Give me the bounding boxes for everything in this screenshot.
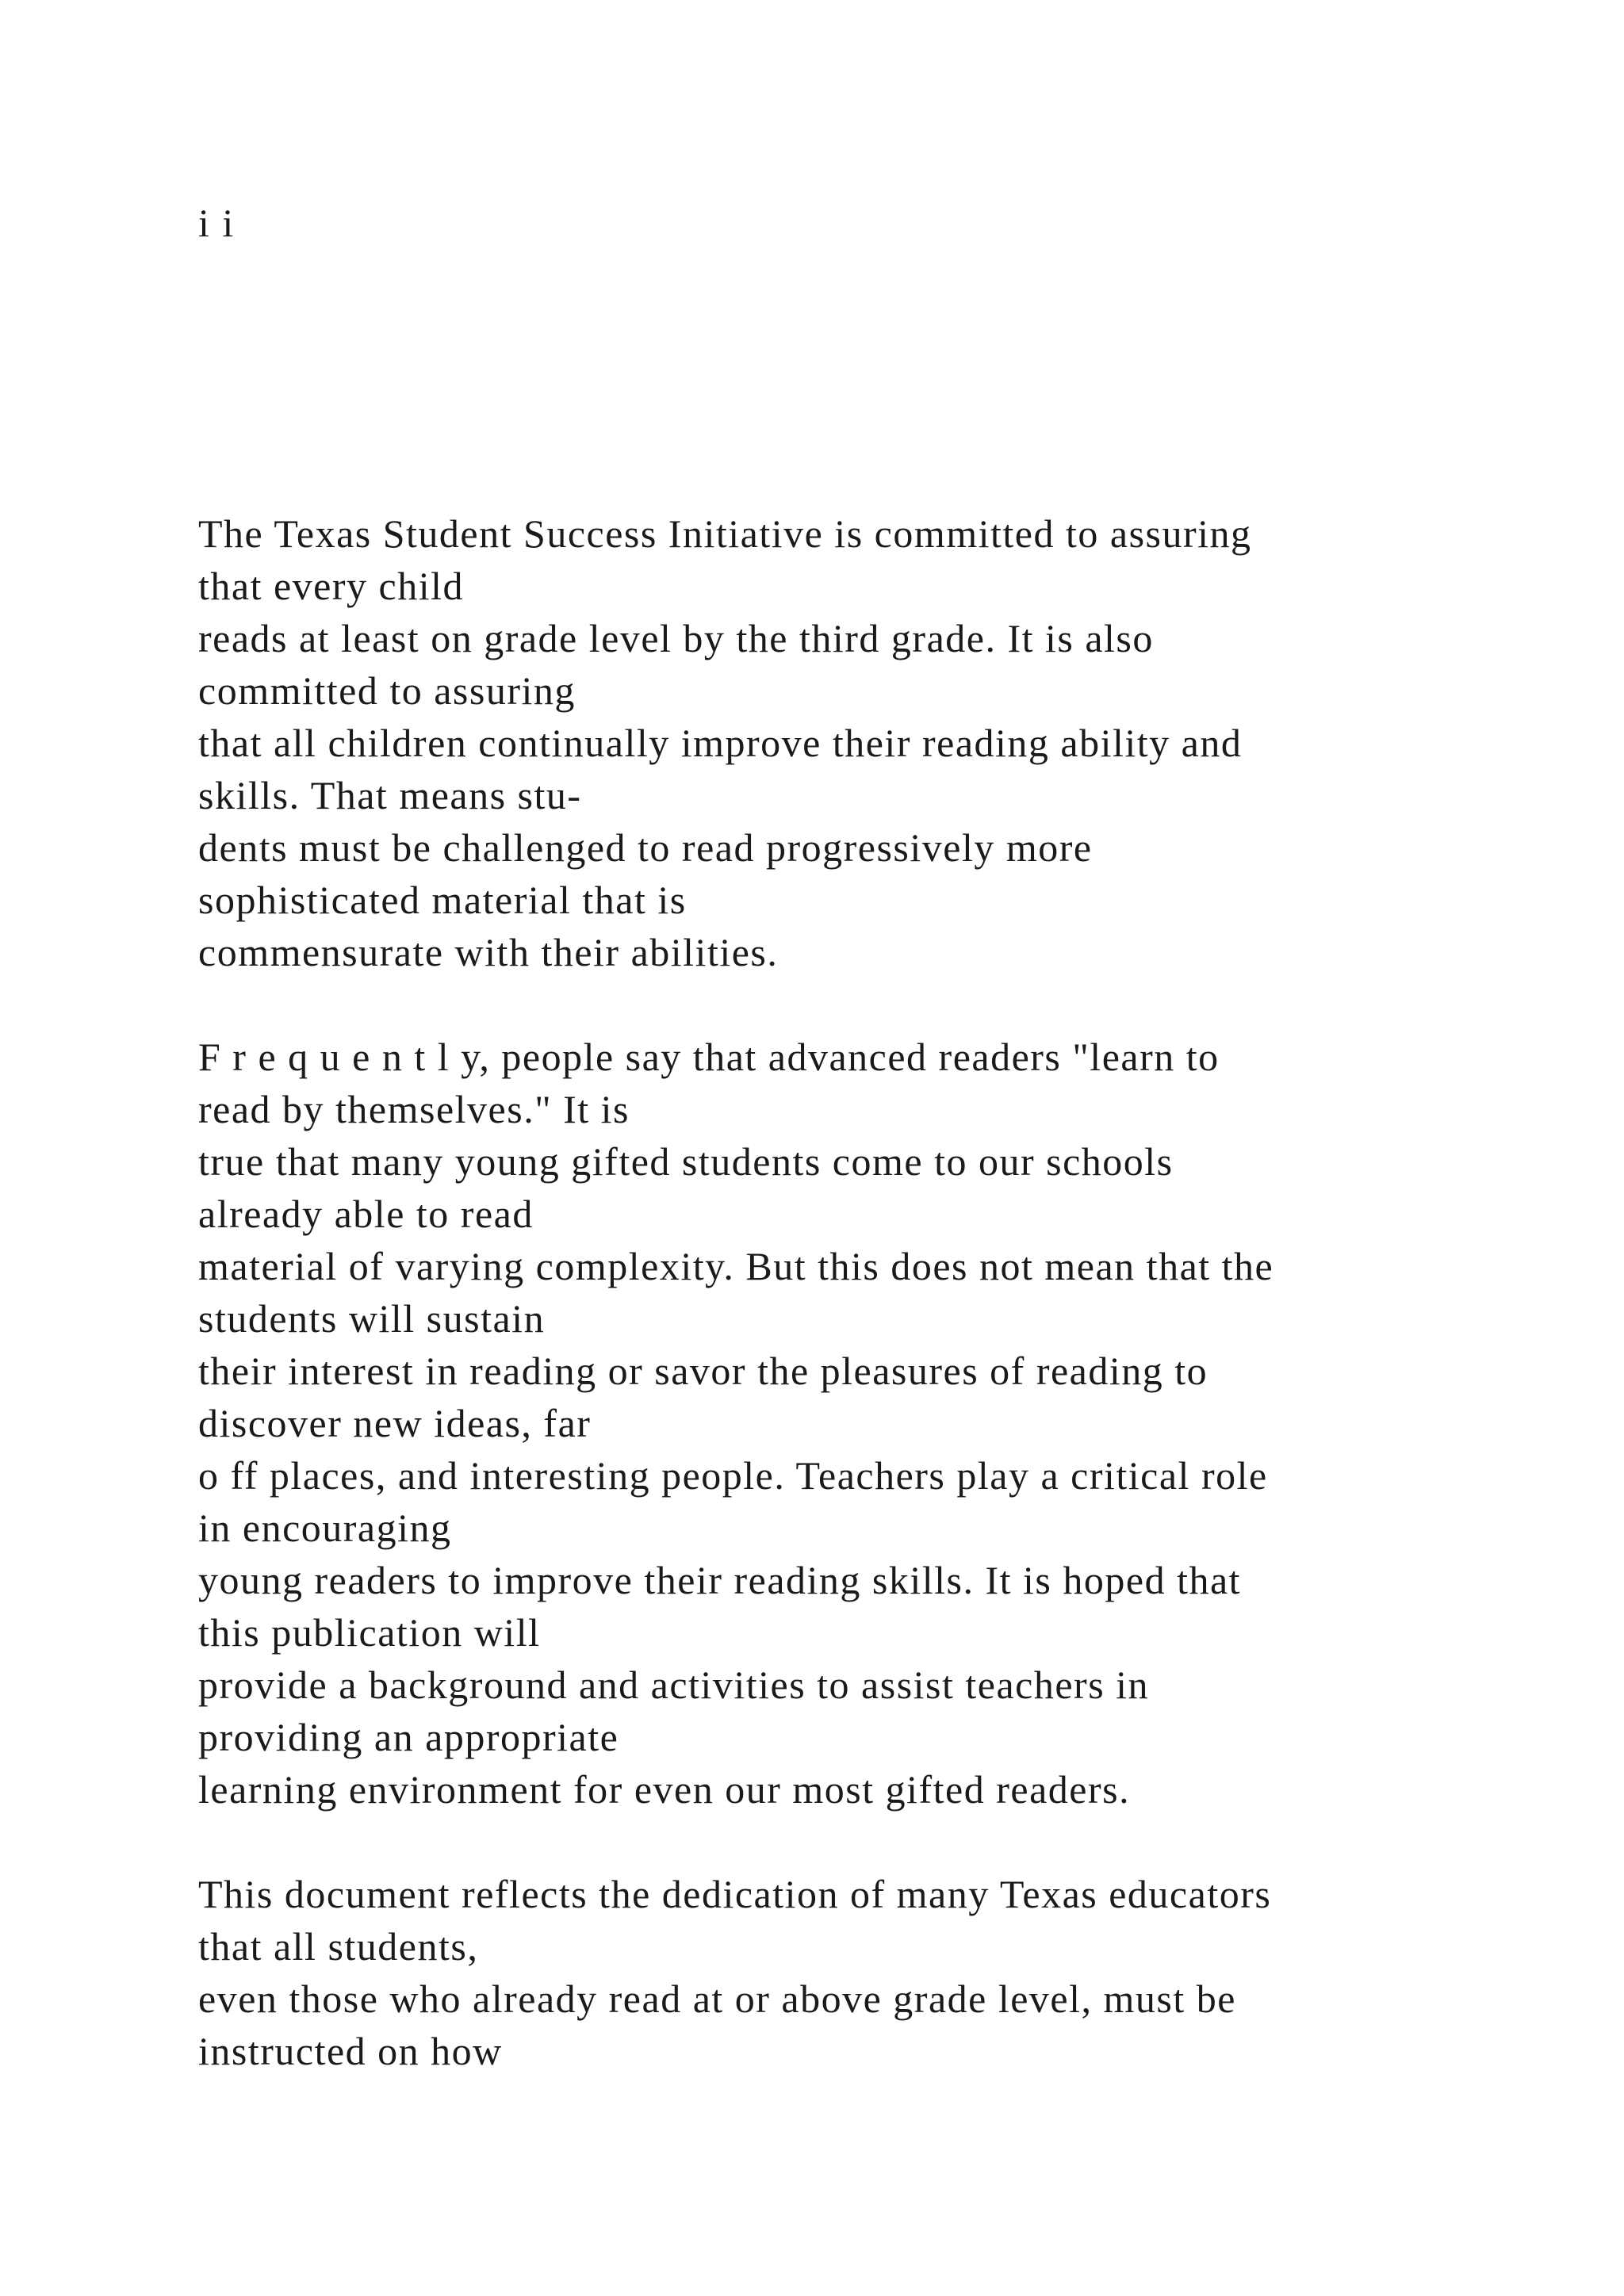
text-line: committed to assuring (198, 668, 576, 713)
text-line: that every child (198, 564, 464, 608)
text-line: even those who already read at or above grade level, must be (198, 1976, 1236, 2021)
text-line: learning environment for even our most gifted readers. (198, 1767, 1131, 1812)
text-line: already able to read (198, 1192, 534, 1236)
text-line: providing an appropriate (198, 1715, 619, 1759)
text-line: dents must be challenged to read progressively more (198, 825, 1093, 870)
text-line: true that many young gifted students come to our schools (198, 1139, 1174, 1184)
text-line: provide a background and activities to assist teachers in (198, 1663, 1150, 1707)
text-line: sophisticated material that is (198, 878, 687, 922)
text-line: young readers to improve their reading skills. It is hoped that (198, 1558, 1242, 1602)
text-line: students will sustain (198, 1296, 546, 1341)
text-line: in encouraging (198, 1506, 452, 1550)
text-line: F r e q u e n t l y, people say that advanced readers "learn to (198, 1035, 1220, 1079)
paragraph-break (198, 978, 1515, 1031)
text-line: read by themselves." It is (198, 1087, 630, 1131)
text-line: this publication will (198, 1610, 541, 1655)
text-line: their interest in reading or savor the pleasures of reading to (198, 1349, 1208, 1393)
text-line: This document reflects the dedication of many Texas educators (198, 1872, 1272, 1916)
body-text (198, 507, 1515, 2077)
text-line: that all students, (198, 1924, 479, 1969)
text-line: discover new ideas, far (198, 1401, 592, 1445)
paragraph-break (198, 1816, 1515, 1868)
text-line: The Texas Student Success Initiative is committed to assuring (198, 511, 1252, 556)
text-line: o ff places, and interesting people. Teachers play a critical role (198, 1453, 1268, 1498)
text-line: material of varying complexity. But this does not mean that the (198, 1244, 1274, 1288)
text-line: instructed on how (198, 2029, 503, 2073)
page-number: i i (198, 201, 236, 245)
text-line: reads at least on grade level by the third grade. It is also (198, 616, 1154, 660)
text-line: commensurate with their abilities. (198, 930, 779, 974)
text-line: skills. That means stu- (198, 773, 582, 817)
text-line: that all children continually improve their reading ability and (198, 721, 1243, 765)
